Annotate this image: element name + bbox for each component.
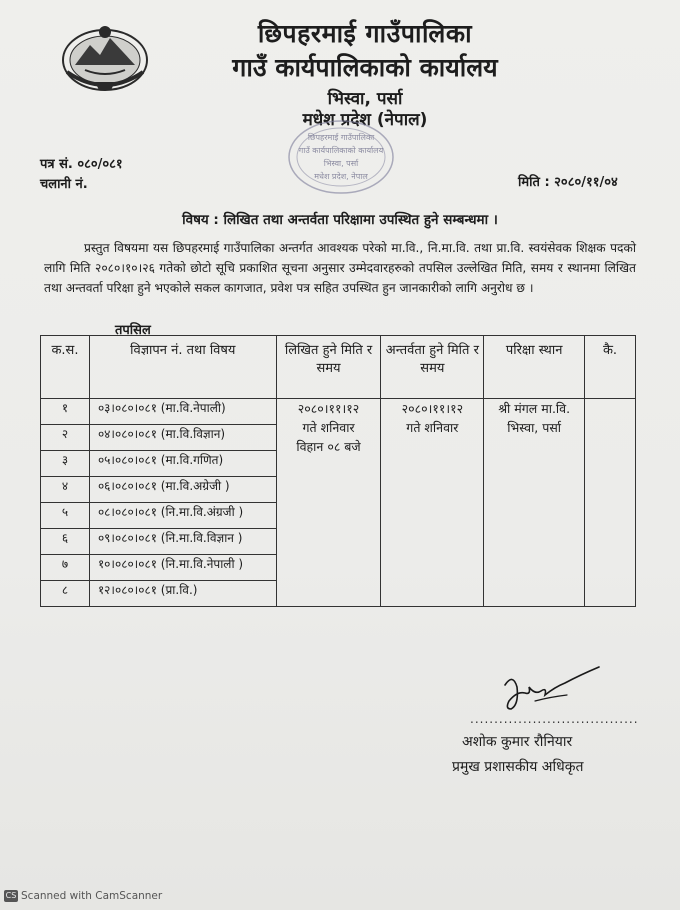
row-serial: ४	[41, 477, 90, 503]
signatory-title: प्रमुख प्रशासकीय अधिकृत	[452, 759, 584, 775]
stamp-line-4: मधेश प्रदेश, नेपाल	[314, 172, 368, 181]
row-serial: २	[41, 425, 90, 451]
letter-body	[44, 238, 636, 298]
row-subject: ०९।०८०।०८१ (नि.मा.वि.विज्ञान )	[89, 529, 276, 555]
office-location: भिस्वा, पर्सा	[327, 89, 403, 109]
row-subject: १२।०८०।०८१ (प्रा.वि.)	[89, 581, 276, 607]
header-venue: परिक्षा स्थान	[484, 336, 585, 399]
row-serial: १	[41, 399, 90, 425]
row-serial: ५	[41, 503, 90, 529]
office-stamp	[286, 118, 396, 196]
header-serial: क.स.	[41, 336, 90, 399]
letter-subject: विषय : लिखित तथा अन्तर्वता परिक्षामा उपस्थित हुने सम्बन्धमा ।	[182, 212, 498, 228]
row-serial: ८	[41, 581, 90, 607]
interview-date: २०८०।११।१२	[401, 401, 464, 416]
body-paragraph: प्रस्तुत विषयमा यस छिपहरमाई गाउँपालिका अन्तर्गत आवश्यक परेको मा.वि., नि.मा.वि. तथा प्रा.वि. स्वयंसेवक शिक्षक पदको लागि मिति २०८०।१०।२६ गतेको छोटो सूचि प्रकाशित सूचना अनुसार उम्मेदवारहरुको तपसिल उल्लेखित मिति, समय र स्थानमा लिखित तथा अन्तवर्ता परिक्षा हुने भएकोले सकल कागजात, प्रवेश पत्र सहित उपस्थित हुन जानकारीको लागि अनुरोध छ ।	[44, 241, 636, 295]
written-schedule	[276, 399, 381, 607]
row-subject: ०४।०८०।०८१ (मा.वि.विज्ञान)	[89, 425, 276, 451]
schedule-table	[40, 335, 636, 607]
province-name: मधेश प्रदेश (नेपाल)	[302, 110, 428, 130]
table-header-row	[41, 336, 636, 399]
signature-dots: ...................................	[470, 712, 639, 726]
letter-number: पत्र सं. ०८०/०८१	[40, 157, 123, 172]
row-serial: ३	[41, 451, 90, 477]
header-interview: अन्तर्वता हुने मिति र समय	[381, 336, 484, 399]
exam-venue	[484, 399, 585, 607]
letter-date: मिति : २०८०/११/०४	[518, 175, 618, 190]
venue-name: श्री मंगल मा.वि.	[498, 401, 571, 416]
remarks-cell	[585, 399, 636, 607]
written-date: २०८०।११।१२	[297, 401, 360, 416]
row-subject: ०६।०८०।०८१ (मा.वि.अग्रेजी )	[89, 477, 276, 503]
interview-day: गते शनिवार	[406, 420, 459, 435]
signatory-name: अशोक कुमार रौनियार	[462, 734, 573, 750]
stamp-line-1: छिपहरमाई गाउँपालिका	[307, 133, 375, 142]
table-row	[41, 399, 636, 425]
row-subject: ०८।०८०।०८१ (नि.मा.वि.अंग्रजी )	[89, 503, 276, 529]
venue-place: भिस्वा, पर्सा	[507, 420, 562, 435]
municipality-name: छिपहरमाई गाउँपालिका	[257, 19, 473, 48]
scanner-watermark	[4, 890, 162, 902]
header-written: लिखित हुने मिति र समय	[276, 336, 381, 399]
written-day: गते शनिवार	[302, 420, 355, 435]
scanner-text: Scanned with CamScanner	[21, 890, 163, 902]
office-name: गाउँ कार्यपालिकाको कार्यालय	[232, 53, 498, 82]
interview-schedule	[381, 399, 484, 607]
header-remarks: कै.	[585, 336, 636, 399]
nepal-emblem-icon	[55, 20, 155, 95]
table-caption: तपसिल	[115, 323, 151, 338]
row-subject: १०।०८०।०८१ (नि.मा.वि.नेपाली )	[89, 555, 276, 581]
stamp-line-3: भिस्वा, पर्सा	[323, 159, 359, 168]
stamp-line-2: गाउँ कार्यपालिकाको कार्यालय	[298, 146, 384, 155]
camscanner-icon: CS	[5, 891, 17, 900]
row-serial: ६	[41, 529, 90, 555]
dispatch-number: चलानी नं.	[40, 177, 88, 192]
row-serial: ७	[41, 555, 90, 581]
header-subject: विज्ञापन नं. तथा विषय	[89, 336, 276, 399]
handwritten-signature	[495, 665, 605, 715]
written-time: विहान ०८ बजे	[296, 439, 361, 454]
row-subject: ०५।०८०।०८१ (मा.वि.गणित)	[89, 451, 276, 477]
row-subject: ०३।०८०।०८१ (मा.वि.नेपाली)	[89, 399, 276, 425]
